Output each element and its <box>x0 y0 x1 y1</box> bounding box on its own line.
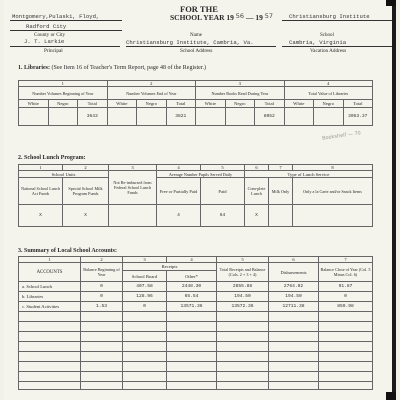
lib-cell <box>196 108 226 126</box>
lunch-cell <box>109 205 157 227</box>
lib-sub-white-4: White <box>284 100 314 108</box>
lunch-school-units: School Units <box>19 171 109 178</box>
acct-empty-cell <box>167 362 217 372</box>
scan-edge-right <box>392 0 396 400</box>
acct-row-libraries-balance: 0 <box>81 292 123 302</box>
acct-empty-cell <box>81 342 123 352</box>
lib-cell <box>284 108 314 126</box>
acct-total-receipts-label: Total Receipts and Balance (Cols. 2 + 3 + 4) <box>217 263 269 282</box>
lunch-col-3: 3 <box>109 165 157 171</box>
school-address-label: School Address <box>180 48 213 54</box>
lib-sub-total-1: Total <box>78 100 108 108</box>
acct-empty-cell <box>81 352 123 362</box>
lunch-col-7: 7 <box>269 165 293 171</box>
acct-empty-cell <box>19 362 81 372</box>
lunch-value-free: 4 <box>157 205 201 227</box>
acct-row-activities-label: c. Student Activities <box>19 302 81 312</box>
acct-row-activities-close: 859.98 <box>319 302 373 312</box>
county-typed: Radford City <box>26 23 67 30</box>
lunch-value-national: X <box>19 205 63 227</box>
acct-row-activities-other: 13571.36 <box>167 302 217 312</box>
lunch-col-6: 6 <box>245 165 269 171</box>
acct-empty-cell <box>319 362 373 372</box>
acct-row-activities-board: 0 <box>123 302 167 312</box>
acct-empty-cell <box>81 312 123 322</box>
acct-school-board-label: School Board <box>123 271 167 282</box>
lib-sub-white-2: White <box>107 100 137 108</box>
school-name-right: Christiansburg Institute <box>289 13 370 20</box>
acct-empty-cell <box>269 342 319 352</box>
lib-cell <box>137 108 167 126</box>
acct-empty-cell <box>217 372 269 382</box>
lib-group-read: Number Books Read During Year <box>196 87 285 100</box>
lib-sub-total-4: Total <box>343 100 373 108</box>
year-end: 57 <box>264 12 273 20</box>
rule-names <box>10 20 122 21</box>
acct-row-libraries-total: 194.50 <box>217 292 269 302</box>
acct-empty-cell <box>217 352 269 362</box>
lib-col-4: 4 <box>284 81 373 87</box>
acct-row-libraries-board: 128.96 <box>123 292 167 302</box>
lunch-value-special: X <box>63 205 109 227</box>
acct-empty-cell <box>167 312 217 322</box>
lib-cell <box>48 108 78 126</box>
acct-empty-cell <box>81 372 123 382</box>
lunch-ala-carte: Only a la Carte and/or Snack Items <box>293 178 373 205</box>
lib-sub-negro-3: Negro <box>225 100 255 108</box>
acct-empty-cell <box>167 372 217 382</box>
acct-col-5: 5 <box>217 257 269 263</box>
acct-empty-cell <box>81 332 123 342</box>
lib-cell <box>225 108 255 126</box>
rule-school-right <box>282 20 392 21</box>
lib-group-end: Number Volumes End of Year <box>107 87 196 100</box>
acct-empty-cell <box>123 322 167 332</box>
acct-row-activities-balance: 1.53 <box>81 302 123 312</box>
acct-col-1: 1 <box>19 257 81 263</box>
acct-row-lunch-disb: 2764.02 <box>269 282 319 292</box>
acct-empty-cell <box>269 372 319 382</box>
acct-col-6: 6 <box>269 257 319 263</box>
lib-cell <box>314 108 344 126</box>
acct-empty-cell <box>123 362 167 372</box>
principal-label: Principal <box>44 48 63 54</box>
vacation-typed: Cambria, Virginia <box>289 39 347 46</box>
acct-balance-close-label: Balance Close of Year (Col. 5 Minus Col. 6) <box>319 263 373 282</box>
year-dash: — 19 <box>245 13 263 22</box>
lunch-col-5: 5 <box>201 165 245 171</box>
scan-mark-bottom <box>386 392 396 400</box>
acct-empty-cell <box>19 332 81 342</box>
acct-col-3: 3 <box>123 257 167 263</box>
year-start: 56 <box>235 12 245 20</box>
vacation-label-top: School <box>320 33 334 38</box>
acct-empty-cell <box>217 382 269 390</box>
lib-value-read: 8052 <box>255 108 285 126</box>
accounts-table <box>18 256 373 390</box>
school-year-line <box>170 13 273 22</box>
rule-vacation <box>282 46 392 47</box>
acct-empty-cell <box>217 322 269 332</box>
acct-disbursements-label: Disbursements <box>269 263 319 282</box>
acct-empty-cell <box>269 322 319 332</box>
school-year-label: SCHOOL YEAR 19 <box>170 13 234 22</box>
lib-col-2: 2 <box>107 81 196 87</box>
lib-group-value: Total Value of Libraries <box>284 87 373 100</box>
accounts-heading: 3. Summary of Local School Accounts: <box>18 248 117 254</box>
libraries-table <box>18 80 373 126</box>
acct-empty-cell <box>217 362 269 372</box>
acct-empty-cell <box>123 352 167 362</box>
acct-row-libraries-label: b. Libraries <box>19 292 81 302</box>
acct-col-4: 4 <box>167 257 217 263</box>
lunch-col-8: 8 <box>293 165 373 171</box>
acct-accounts-label: ACCOUNTS <box>19 263 81 282</box>
acct-col-2: 2 <box>81 257 123 263</box>
acct-empty-cell <box>269 352 319 362</box>
acct-col-7: 7 <box>319 257 373 263</box>
acct-empty-cell <box>319 342 373 352</box>
lunch-avg-pupils: Average Number Pupils Served Daily <box>157 171 245 178</box>
acct-empty-cell <box>167 342 217 352</box>
acct-empty-cell <box>269 382 319 390</box>
lib-col-3: 3 <box>196 81 285 87</box>
lunch-cell <box>269 205 293 227</box>
acct-empty-cell <box>81 322 123 332</box>
school-label-top: Name <box>190 33 202 38</box>
acct-empty-cell <box>123 372 167 382</box>
acct-receipts-label: Receipts <box>123 263 217 271</box>
acct-balance-label: Balance Beginning of Year <box>81 263 123 282</box>
lib-value-total: 3053.37 <box>343 108 373 126</box>
report-page <box>4 0 396 400</box>
lunch-national: National School Lunch Act Funds <box>19 178 63 205</box>
acct-row-activities-disb: 12711.38 <box>269 302 319 312</box>
acct-empty-cell <box>319 372 373 382</box>
libraries-heading-label: 1. Libraries: <box>18 65 50 71</box>
acct-empty-cell <box>123 312 167 322</box>
acct-empty-cell <box>167 322 217 332</box>
county-label: County or City <box>34 32 66 38</box>
lunch-value-complete: X <box>245 205 269 227</box>
lib-group-begin: Number Volumes Beginning of Year <box>19 87 108 100</box>
libraries-note: (See Item 16 of Teacher's Term Report, page 48 of the Register.) <box>51 65 206 71</box>
acct-empty-cell <box>81 362 123 372</box>
acct-row-lunch-balance: 0 <box>81 282 123 292</box>
acct-empty-cell <box>217 342 269 352</box>
lunch-type-service: Type of Lunch Service <box>245 171 373 178</box>
acct-row-lunch-close: 91.87 <box>319 282 373 292</box>
acct-empty-cell <box>19 352 81 362</box>
acct-empty-cell <box>167 332 217 342</box>
lunch-free: Free or Partially Paid <box>157 178 201 205</box>
acct-empty-cell <box>217 312 269 322</box>
lib-sub-total-2: Total <box>166 100 196 108</box>
acct-empty-cell <box>319 322 373 332</box>
rule-county <box>10 30 122 31</box>
lib-col-1: 1 <box>19 81 108 87</box>
lunch-cell <box>293 205 373 227</box>
acct-row-libraries-disb: 194.50 <box>269 292 319 302</box>
acct-empty-cell <box>19 382 81 390</box>
acct-row-lunch-other: 2448.30 <box>167 282 217 292</box>
acct-empty-cell <box>123 382 167 390</box>
vacation-address-label: Vacation Address <box>310 48 347 54</box>
lib-cell <box>107 108 137 126</box>
school-typed: Christiansburg Institute, Cambria, Va. <box>126 39 254 46</box>
acct-empty-cell <box>19 372 81 382</box>
acct-empty-cell <box>167 352 217 362</box>
lib-value-end: 3821 <box>166 108 196 126</box>
libraries-heading <box>18 65 206 71</box>
lib-sub-white-3: White <box>196 100 226 108</box>
acct-empty-cell <box>123 342 167 352</box>
acct-row-libraries-other: 65.54 <box>167 292 217 302</box>
acct-empty-cell <box>269 362 319 372</box>
acct-empty-cell <box>319 382 373 390</box>
acct-row-lunch-board: 407.58 <box>123 282 167 292</box>
scan-mark-top <box>386 0 396 6</box>
lib-sub-white-1: White <box>19 100 49 108</box>
lib-sub-total-3: Total <box>255 100 285 108</box>
rule-school-address <box>126 46 276 47</box>
acct-empty-cell <box>19 312 81 322</box>
acct-row-lunch-total: 2855.88 <box>217 282 269 292</box>
lunch-not-reimbursed: Not Re-imbursed from Federal School Lunch Funds <box>109 171 157 205</box>
lunch-milk-only: Milk Only <box>269 178 293 205</box>
acct-empty-cell <box>123 332 167 342</box>
acct-empty-cell <box>81 382 123 390</box>
lunch-paid: Paid <box>201 178 245 205</box>
rule-principal <box>10 46 120 47</box>
acct-empty-cell <box>217 332 269 342</box>
lunch-value-paid: 64 <box>201 205 245 227</box>
acct-other-label: Other* <box>167 271 217 282</box>
form-title: FOR THE <box>180 4 218 14</box>
lib-sub-negro-1: Negro <box>48 100 78 108</box>
lib-sub-negro-4: Negro <box>314 100 344 108</box>
lib-sub-negro-2: Negro <box>137 100 167 108</box>
libraries-handwritten-note: Bookshelf — 70 <box>321 130 362 142</box>
lunch-col-4: 4 <box>157 165 201 171</box>
lunch-col-1: 1 <box>19 165 63 171</box>
acct-empty-cell <box>269 332 319 342</box>
acct-row-activities-total: 13572.36 <box>217 302 269 312</box>
acct-row-libraries-close: 0 <box>319 292 373 302</box>
acct-empty-cell <box>167 382 217 390</box>
acct-row-lunch-label: a. School Lunch <box>19 282 81 292</box>
acct-empty-cell <box>319 332 373 342</box>
acct-empty-cell <box>19 322 81 332</box>
acct-empty-cell <box>319 312 373 322</box>
lunch-heading: 2. School Lunch Program: <box>18 155 86 161</box>
names-typed: Montgomery,Pulaski, Floyd, <box>12 13 100 20</box>
lunch-complete: Com-plete Lunch <box>245 178 269 205</box>
lunch-special-milk: Special School Milk Program Funds <box>63 178 109 205</box>
lib-cell <box>19 108 49 126</box>
acct-empty-cell <box>19 342 81 352</box>
lunch-table <box>18 164 373 227</box>
acct-empty-cell <box>269 312 319 322</box>
acct-empty-cell <box>319 352 373 362</box>
lib-value-begin: 3643 <box>78 108 108 126</box>
principal-typed: J. T. Larkie <box>24 38 65 45</box>
lunch-col-2: 2 <box>63 165 109 171</box>
